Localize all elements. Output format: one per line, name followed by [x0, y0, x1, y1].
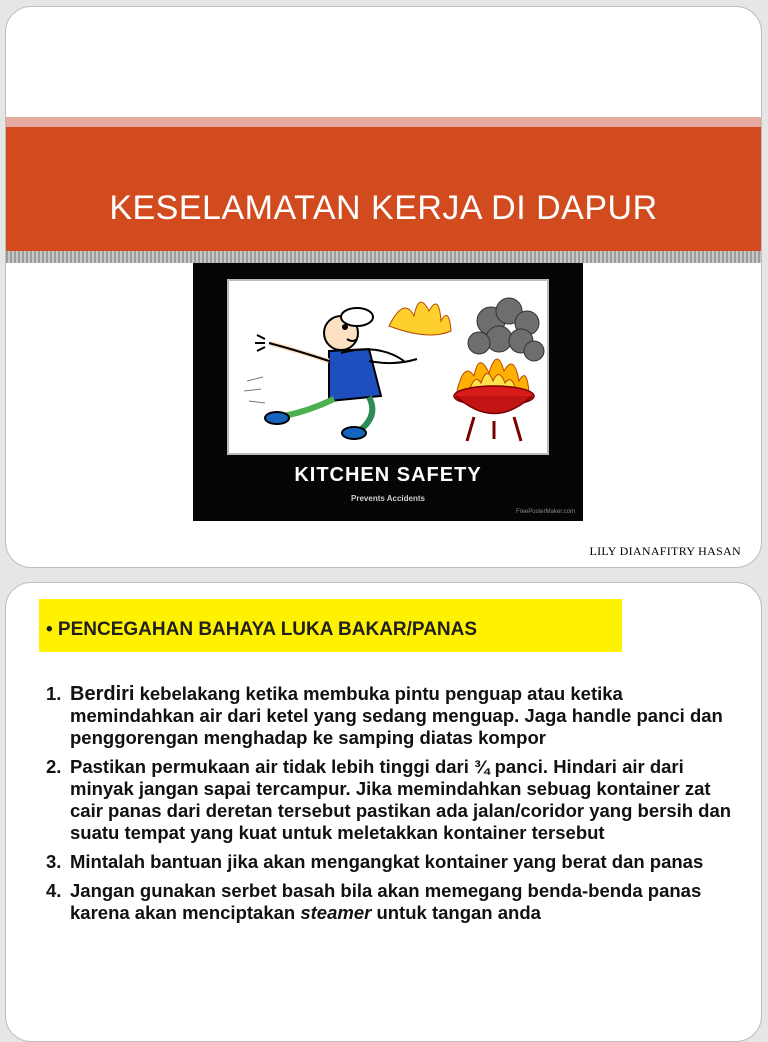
list-item [46, 683, 746, 749]
item-number: 4. [46, 880, 62, 901]
item-text: Jangan gunakan serbet basah bila akan memegang benda-benda panas karena akan menciptakan [70, 880, 702, 923]
kitchen-safety-poster [193, 263, 583, 521]
section-heading: • PENCEGAHAN BAHAYA LUKA BAKAR/PANAS [46, 619, 478, 640]
list-item [46, 880, 746, 924]
chef-running-from-fire-illustration [229, 281, 547, 453]
content-slide [5, 582, 762, 1042]
item-number: 1. [46, 683, 62, 704]
striped-divider [6, 251, 761, 263]
item-italic-term: steamer [300, 902, 372, 923]
poster-illustration [227, 279, 549, 455]
item-number: 3. [46, 851, 62, 872]
poster-watermark: FreePosterMaker.com [515, 509, 575, 515]
slide-title: KESELAMATAN KERJA DI DAPUR [109, 189, 658, 227]
item-lead-word: Berdiri [70, 683, 135, 705]
title-slide [5, 6, 762, 568]
item-text: Mintalah bantuan jika akan mengangkat kontainer yang berat dan panas [70, 851, 704, 872]
poster-subtitle: Prevents Accidents [351, 494, 425, 503]
item-text: kebelakang ketika membuka pintu penguap atau ketika memindahkan air dari ketel yang sedang menguap. Jaga handle panci dan penggorengan menghadap ke samping diatas kompor [70, 683, 723, 748]
list-item [46, 851, 746, 873]
top-accent-band [6, 117, 761, 127]
item-number: 2. [46, 756, 62, 777]
poster-title: KITCHEN SAFETY [294, 464, 482, 486]
safety-points-list [46, 683, 746, 931]
list-item [46, 756, 746, 844]
author-name: LILY DIANAFITRY HASAN [589, 544, 741, 558]
item-text: Pastikan permukaan air tidak lebih tinggi dari ¾ panci. Hindari air dari minyak jangan sapai tercampur. Jika memindahkan sebuag kontainer zat cair panas dari deretan tersebut pastikan ada jalan/coridor yang bersih dan suatu tempat yang kuat untuk meletakkan kontainer tersebut [70, 756, 732, 843]
item-text: untuk tangan anda [371, 902, 541, 923]
